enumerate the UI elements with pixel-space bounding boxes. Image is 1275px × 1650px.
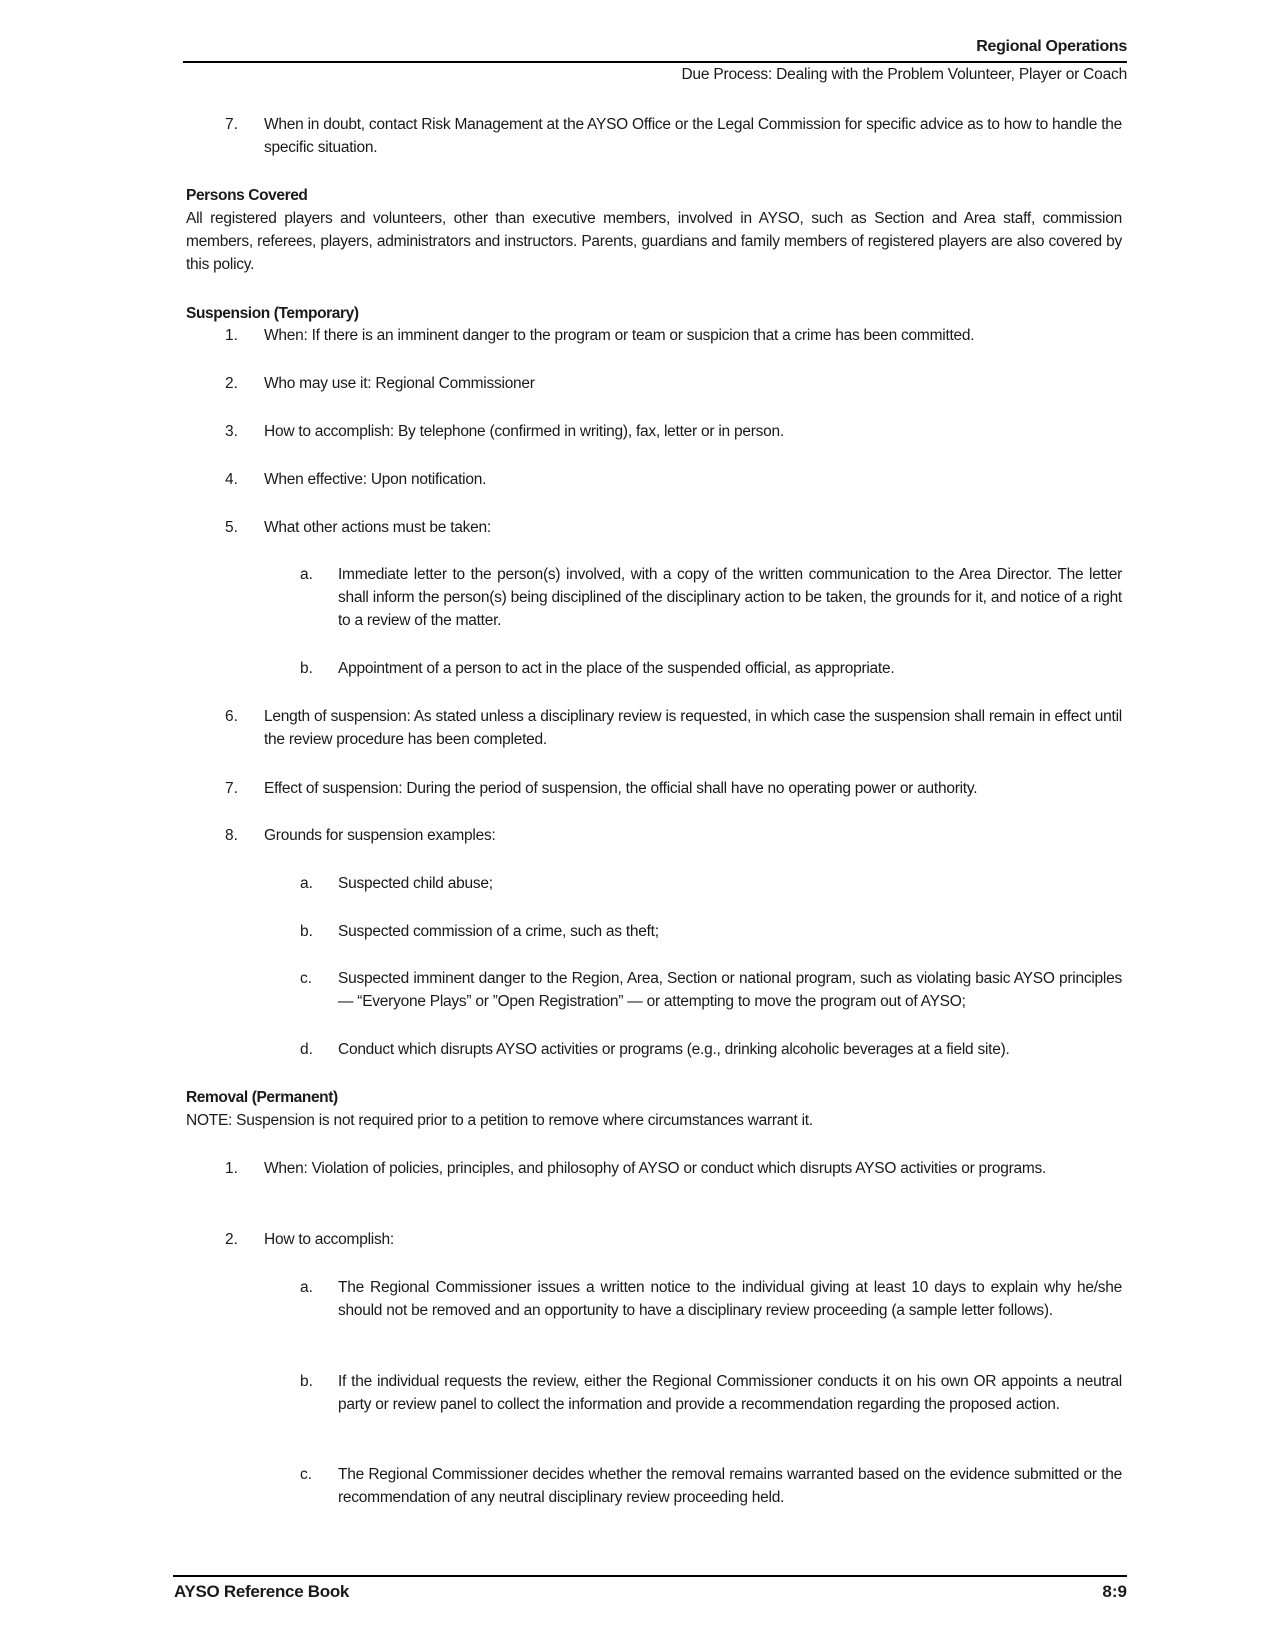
footer-divider xyxy=(173,1575,1127,1577)
item-text: Suspected commission of a crime, such as theft; xyxy=(338,923,659,940)
item-text: Conduct which disrupts AYSO activities or programs (e.g., drinking alcoholic beverages at a field site). xyxy=(338,1041,1010,1058)
item-letter: a. xyxy=(300,875,313,892)
removal-note: NOTE: Suspension is not required prior to a petition to remove where circumstances warrant it. xyxy=(186,1112,813,1129)
item-text: Immediate letter to the person(s) involved, with a copy of the written communication to the Area Director. The letter shall inform the person(s) being disciplined of the disciplinary action to be taken, the grounds for it, and notice of a right to a review of the matter. xyxy=(338,566,1122,629)
item-text: How to accomplish: By telephone (confirmed in writing), fax, letter or in person. xyxy=(264,423,784,440)
item-letter: b. xyxy=(300,660,313,677)
item-number: 6. xyxy=(225,708,238,725)
item-text: How to accomplish: xyxy=(264,1231,394,1248)
item-number: 1. xyxy=(225,327,238,344)
item-letter: c. xyxy=(300,970,313,987)
item-text: Appointment of a person to act in the place of the suspended official, as appropriate. xyxy=(338,660,895,677)
item-text: Suspected imminent danger to the Region, Area, Section or national program, such as violating basic AYSO principles — “Everyone Plays” or ”Open Registration” — or attempting to move the program out of AYSO; xyxy=(338,970,1122,1010)
item-text: Length of suspension: As stated unless a disciplinary review is requested, in which case the suspension shall remain in effect until the review procedure has been completed. xyxy=(264,708,1122,748)
item-text: The Regional Commissioner decides whether the removal remains warranted based on the evidence submitted or the recommendation of any neutral disciplinary review proceeding held. xyxy=(338,1466,1122,1506)
item-text: Effect of suspension: During the period of suspension, the official shall have no operating power or authority. xyxy=(264,780,978,797)
item-text: If the individual requests the review, either the Regional Commissioner conducts it on his own OR appoints a neutral party or review panel to collect the information and provide a recommendation regarding the proposed action. xyxy=(338,1373,1122,1413)
persons-covered-paragraph: All registered players and volunteers, other than executive members, involved in AYSO, such as Section and Area staff, commission members, referees, players, administrators and instructors. Parents, guardians and family members of registered players are also covered by this policy. xyxy=(186,210,1122,273)
suspension-heading: Suspension (Temporary) xyxy=(186,305,359,322)
item-letter: b. xyxy=(300,923,313,940)
item-number: 8. xyxy=(225,827,238,844)
item-number: 2. xyxy=(225,1231,238,1248)
item-letter: a. xyxy=(300,1279,313,1296)
item-number: 4. xyxy=(225,471,238,488)
page-number: 8:9 xyxy=(1102,1582,1127,1601)
item-text: What other actions must be taken: xyxy=(264,519,491,536)
item-number: 1. xyxy=(225,1160,238,1177)
persons-covered-heading: Persons Covered xyxy=(186,187,308,204)
item-number: 5. xyxy=(225,519,238,536)
header-divider xyxy=(183,61,1127,63)
book-title: AYSO Reference Book xyxy=(174,1582,350,1601)
item-number: 3. xyxy=(225,423,238,440)
item-number: 2. xyxy=(225,375,238,392)
item-text: When effective: Upon notification. xyxy=(264,471,487,488)
item-letter: c. xyxy=(300,1466,313,1483)
item-text: The Regional Commissioner issues a written notice to the individual giving at least 10 days to explain why he/she should not be removed and an opportunity to have a disciplinary review proceeding (a sample letter follows). xyxy=(338,1279,1122,1319)
item-text: When in doubt, contact Risk Management at the AYSO Office or the Legal Commission for specific advice as to how to handle the specific situation. xyxy=(264,116,1122,156)
item-text: Grounds for suspension examples: xyxy=(264,827,496,844)
section-title: Regional Operations xyxy=(976,38,1127,55)
item-letter: a. xyxy=(300,566,313,583)
item-text: When: If there is an imminent danger to the program or team or suspicion that a crime has been committed. xyxy=(264,327,975,344)
removal-heading: Removal (Permanent) xyxy=(186,1089,338,1106)
chapter-subtitle: Due Process: Dealing with the Problem Volunteer, Player or Coach xyxy=(681,66,1127,83)
item-text: Who may use it: Regional Commissioner xyxy=(264,375,535,392)
item-letter: d. xyxy=(300,1041,313,1058)
item-text: Suspected child abuse; xyxy=(338,875,493,892)
item-letter: b. xyxy=(300,1373,313,1390)
item-number: 7. xyxy=(225,780,238,797)
item-number: 7. xyxy=(225,116,238,133)
item-text: When: Violation of policies, principles, and philosophy of AYSO or conduct which disrupts AYSO activities or programs. xyxy=(264,1160,1047,1177)
